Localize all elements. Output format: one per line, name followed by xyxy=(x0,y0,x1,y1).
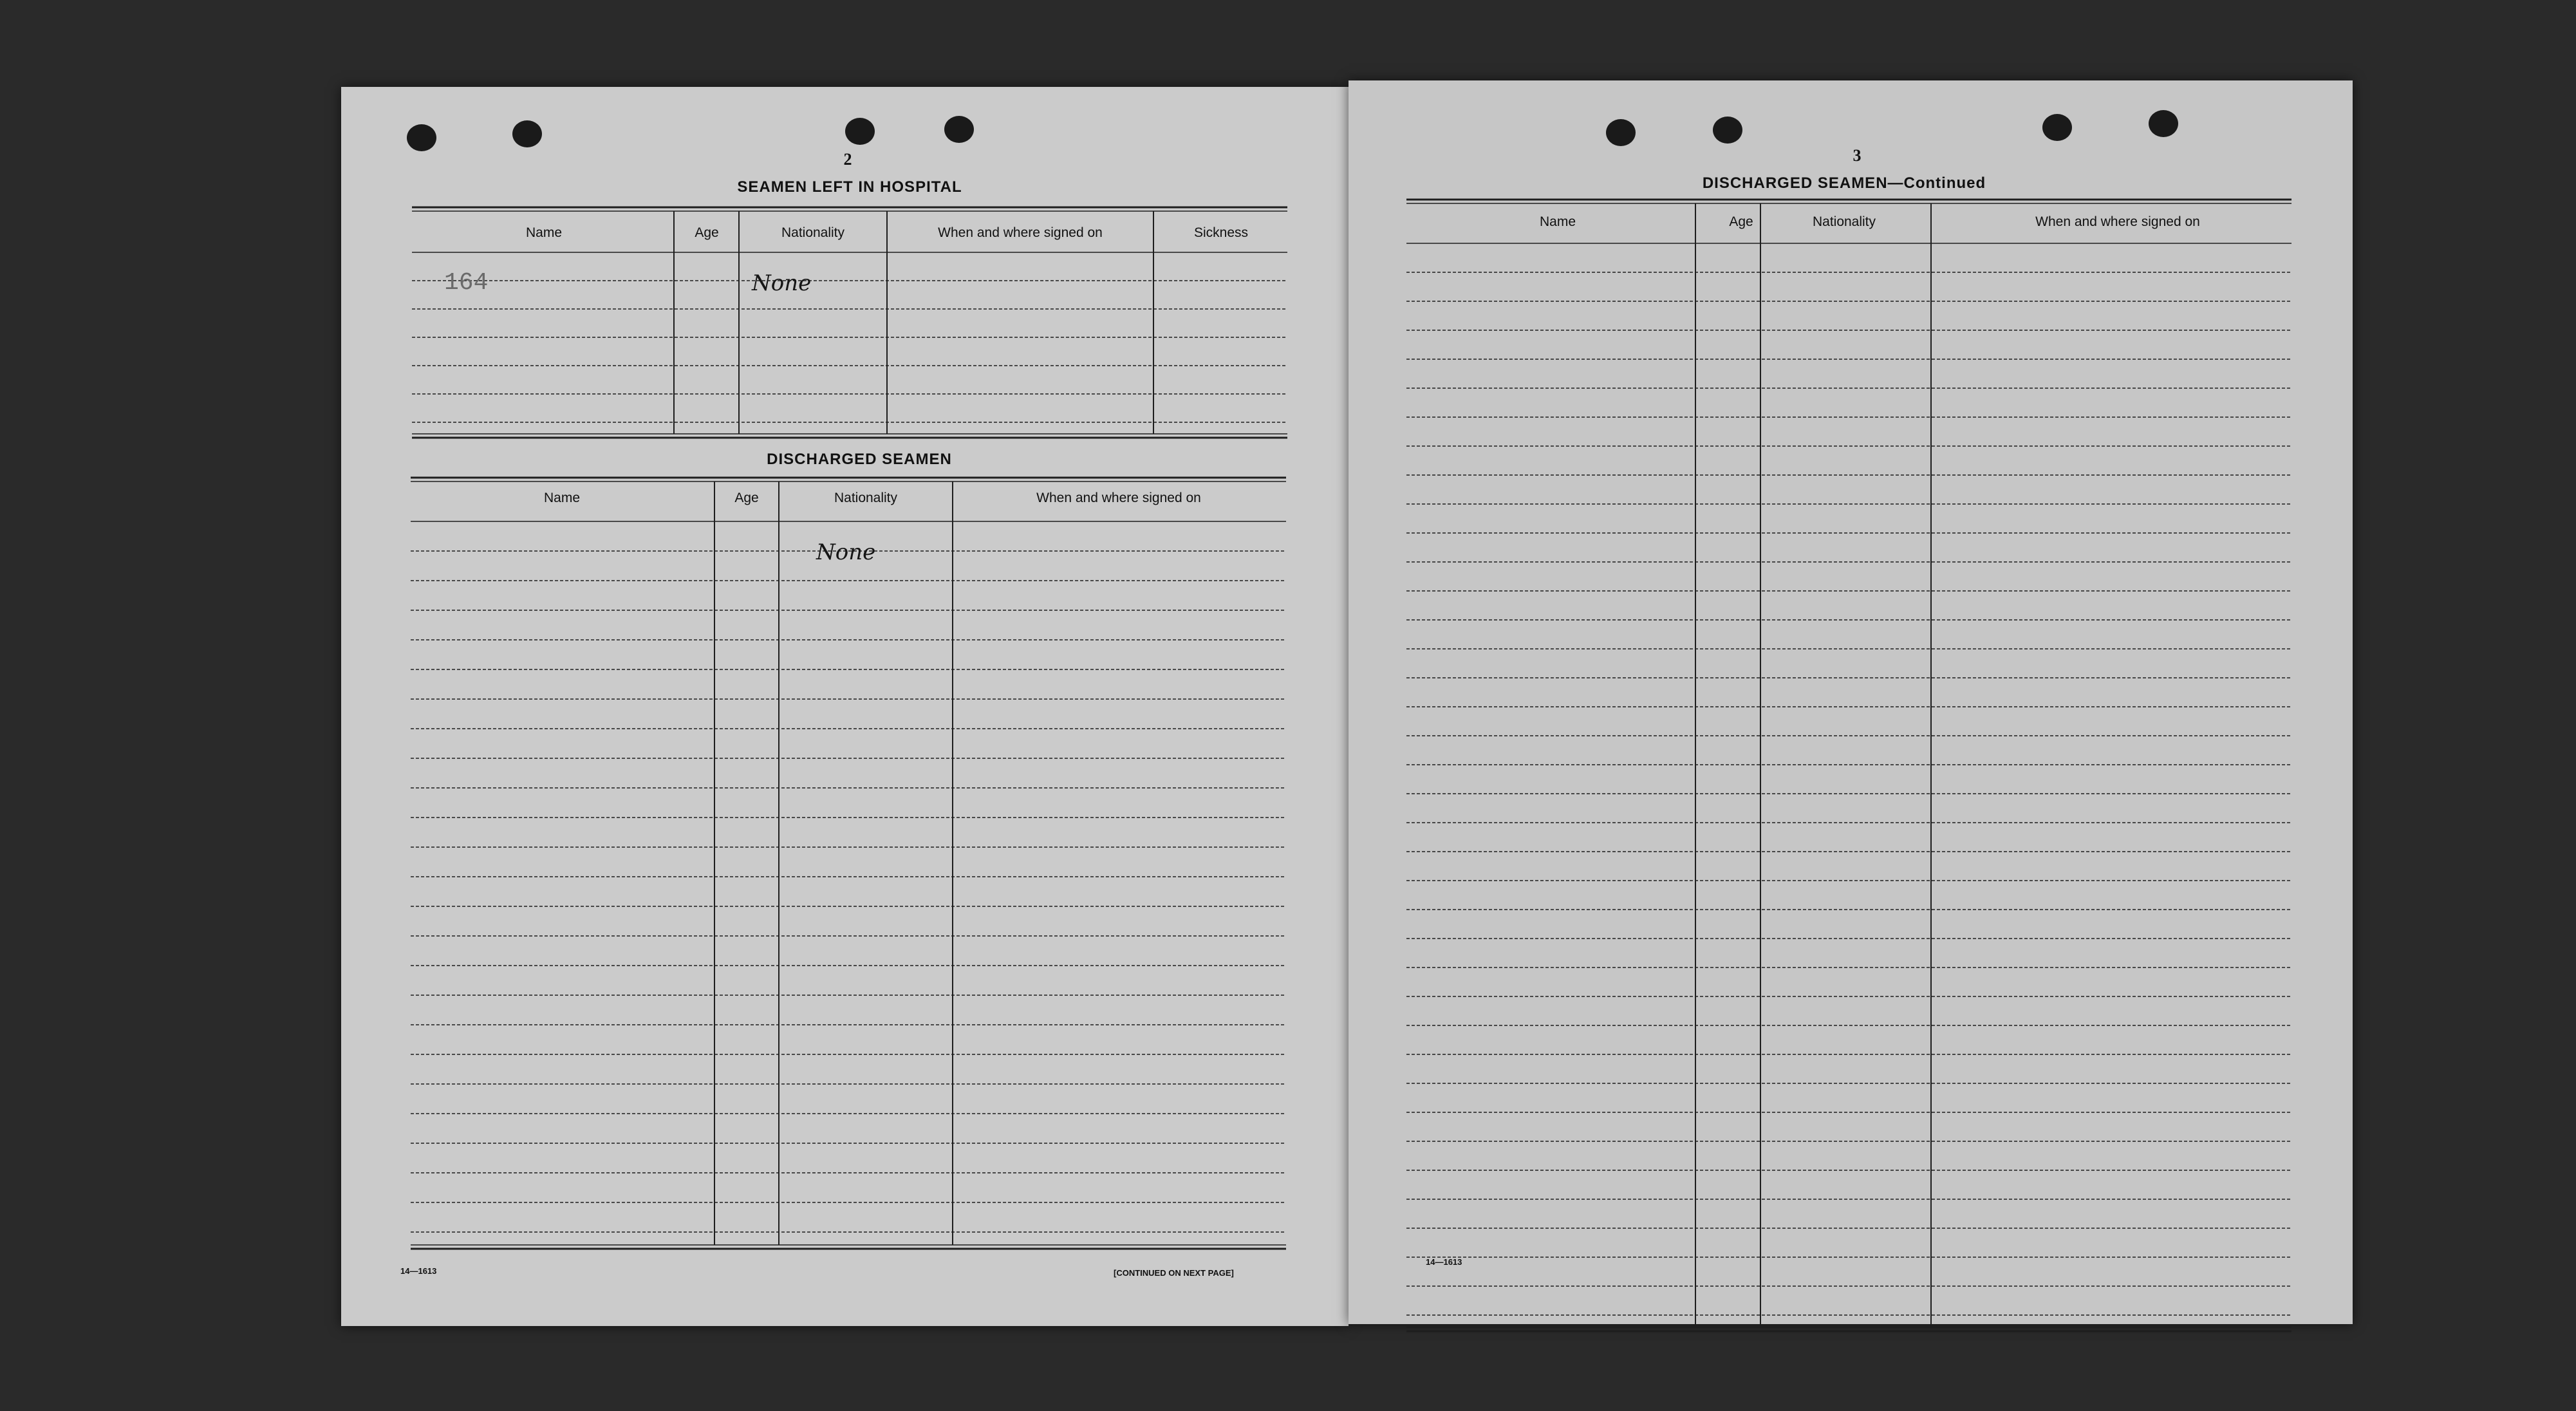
hospital-col-signed-on: When and where signed on xyxy=(938,225,1103,240)
discharged-col-age: Age xyxy=(734,491,759,505)
discharged-col-signed-on: When and where signed on xyxy=(1036,491,1201,505)
punch-hole xyxy=(2042,114,2072,141)
continued-col-nationality: Nationality xyxy=(1812,214,1876,229)
hospital-col-nationality: Nationality xyxy=(781,225,845,240)
hospital-entry-none: None xyxy=(752,270,812,296)
hospital-col-name: Name xyxy=(525,225,563,240)
discharged-continued-table-lines xyxy=(1406,198,2291,1331)
discharged-continued-table xyxy=(1406,198,2291,1331)
page-number: 3 xyxy=(1853,146,1862,165)
hospital-col-age: Age xyxy=(695,225,719,240)
right-page xyxy=(1349,80,2353,1324)
discharged-table xyxy=(411,476,1286,1249)
hospital-section-title: SEAMEN LEFT IN HOSPITAL xyxy=(737,178,962,196)
hospital-table-lines xyxy=(412,206,1287,438)
discharged-table-lines xyxy=(411,476,1286,1249)
punch-hole xyxy=(512,120,542,147)
page-number: 2 xyxy=(843,150,852,169)
punch-hole xyxy=(845,118,875,145)
discharged-col-name: Name xyxy=(543,491,581,505)
left-page xyxy=(341,87,1349,1326)
discharged-section-title: DISCHARGED SEAMEN xyxy=(767,451,952,468)
hospital-col-sickness: Sickness xyxy=(1193,225,1249,240)
punch-hole xyxy=(1606,119,1636,146)
continued-note: [CONTINUED ON NEXT PAGE] xyxy=(1114,1268,1234,1278)
form-number: 14—1613 xyxy=(1426,1257,1462,1267)
punch-hole xyxy=(944,116,974,143)
continued-col-signed-on: When and where signed on xyxy=(2035,214,2200,229)
discharged-entry-none: None xyxy=(816,539,876,565)
continued-col-age: Age xyxy=(1729,214,1753,229)
punch-hole xyxy=(1713,117,1742,144)
margin-stamp-number: 164 xyxy=(444,269,489,297)
discharged-col-nationality: Nationality xyxy=(834,491,898,505)
continued-col-name: Name xyxy=(1539,214,1576,229)
punch-hole xyxy=(2149,110,2178,137)
punch-hole xyxy=(407,124,436,151)
hospital-table xyxy=(412,206,1287,438)
form-number: 14—1613 xyxy=(400,1266,437,1276)
discharged-continued-title: DISCHARGED SEAMEN—Continued xyxy=(1702,174,1986,192)
